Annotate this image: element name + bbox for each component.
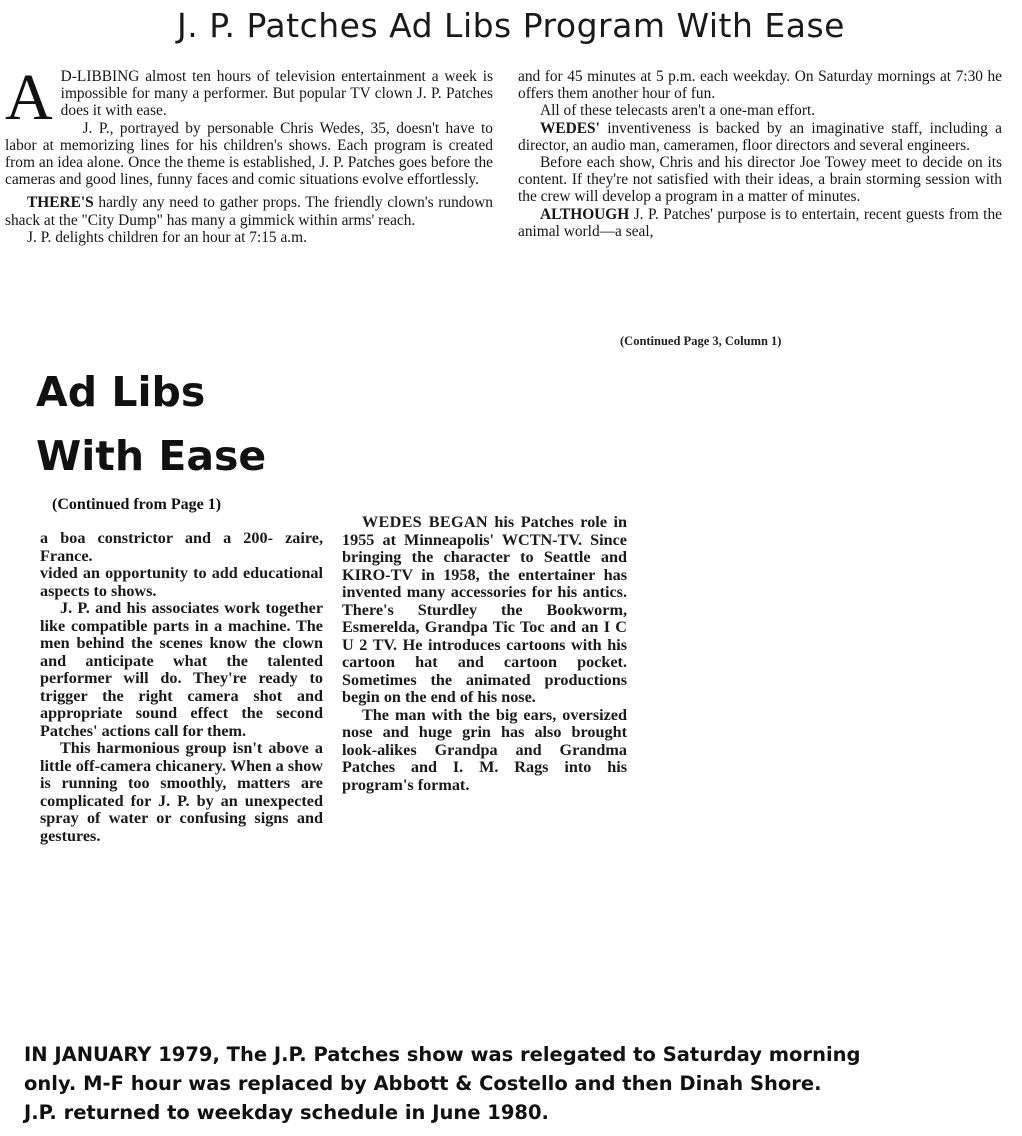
paragraph: J. P. and his associates work together like compatible parts in a machine. The men behind the scenes know the clown and anticipate what the talented performer will do. They're ready to trigger the right camera shot and appropriate sound effect the second Patches' actions call for them.	[40, 599, 323, 740]
paragraph	[5, 194, 493, 228]
paragraph	[342, 514, 627, 707]
paragraph-lead: ALTHOUGH	[540, 205, 630, 223]
headline: J. P. Patches Ad Libs Program With Ease	[177, 6, 845, 45]
continued-from-note: (Continued from Page 1)	[52, 496, 222, 513]
paragraph: D-LIBBING almost ten hours of television entertainment a week is impossible for many a performer. But popular TV clown J. P. Patches does it with ease.	[60, 68, 493, 120]
footer-line: IN JANUARY 1979, The J.P. Patches show was relegated to Saturday morning	[24, 1043, 861, 1066]
footer-line: only. M-F hour was replaced by Abbott & Costello and then Dinah Shore.	[24, 1072, 822, 1095]
continuation-column-1	[40, 530, 323, 845]
paragraph-lead: THERE'S	[27, 194, 94, 212]
paragraph-text: inventiveness is backed by an imaginative staff, including a director, an audio man, cameramen, floor directors and several engineers.	[518, 119, 1002, 154]
paragraph: All of these telecasts aren't a one-man effort.	[540, 102, 816, 120]
paragraph: The man with the big ears, oversized nose and huge grin has also brought look-alikes Grandpa and Grandma Patches and I. M. Rags into his program's format.	[342, 705, 627, 794]
continuation-headline-line: With Ease	[36, 432, 267, 480]
paragraph-lead: WEDES'	[540, 119, 600, 137]
paragraph-text: J. P. Patches' purpose is to entertain, recent guests from the animal world—a seal,	[518, 205, 1002, 240]
footer-caption	[24, 1040, 1004, 1127]
paragraph-text: his Patches role in 1955 at Minneapolis' WCTN-TV. Since bringing the character to Seattle and KIRO-TV in 1958, the entertainer has invented many accessories for his antics. There's Sturdley the Bookworm, Esmerelda, Grandpa Tic Toc and an I C U 2 TV. He introduces cartoons with his cartoon hat and cartoon pocket. Sometimes the animated productions begin on the end of his nose.	[342, 513, 627, 706]
article-column-2	[518, 68, 1002, 240]
paragraph: and for 45 minutes at 5 p.m. each weekday. On Saturday mornings at 7:30 he offers them another hour of fun.	[518, 68, 1002, 103]
continued-note: (Continued Page 3, Column 1)	[620, 334, 782, 348]
continuation-headline-line: Ad Libs	[36, 368, 206, 416]
paragraph: J. P. delights children for an hour at 7:15 a.m.	[27, 228, 307, 246]
drop-cap: A	[5, 61, 53, 134]
paragraph: a boa constrictor and a 200- zaire, France.	[40, 529, 323, 565]
paragraph: vided an opportunity to add educational aspects to shows.	[40, 564, 323, 600]
paragraph: This harmonious group isn't above a little off-camera chicanery. When a show is running too smoothly, matters are complicated for J. P. by an unexpected spray of water or confusing signs and gestures.	[40, 739, 323, 845]
footer-line: J.P. returned to weekday schedule in June 1980.	[24, 1101, 549, 1124]
paragraph-text: hardly any need to gather props. The friendly clown's rundown shack at the "City Dump" has many a gimmick within arms' reach.	[5, 194, 493, 229]
continuation-column-2	[342, 514, 627, 794]
continuation-headline	[36, 360, 376, 488]
article-column-1	[5, 61, 493, 246]
paragraph: Before each show, Chris and his director Joe Towey meet to decide on its content. If they're not satisfied with their ideas, a brain storming session with the crew will develop a program in a matter of minutes.	[518, 154, 1002, 206]
paragraph	[518, 206, 1002, 240]
paragraph-lead: WEDES BEGAN	[362, 513, 488, 531]
paragraph: J. P., portrayed by personable Chris Wedes, 35, doesn't have to labor at memorizing lines for his children's shows. Each program is created from an idea alone. Once the theme is established, J. P. Patches goes before the cameras and good lines, funny faces and comic situations evolve effortlessly.	[5, 119, 493, 189]
paragraph	[518, 120, 1002, 154]
